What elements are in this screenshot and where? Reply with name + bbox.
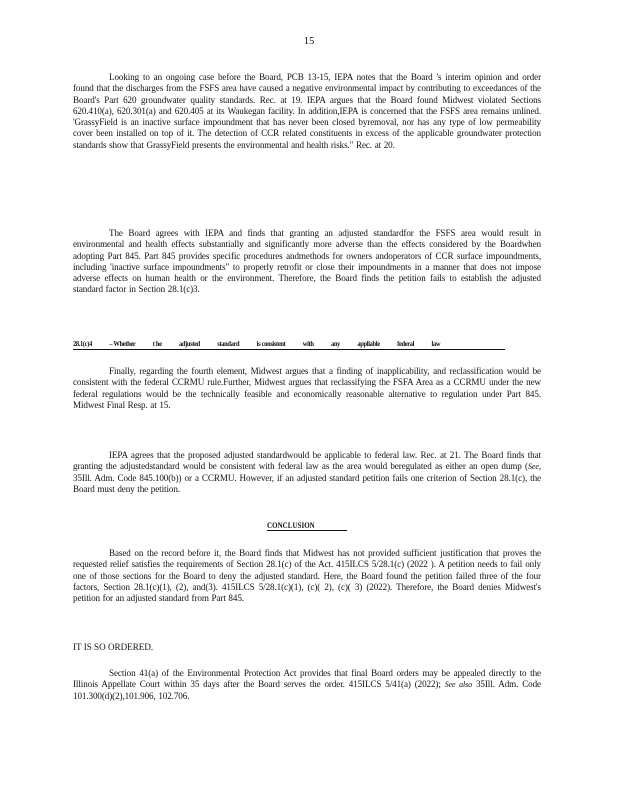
paragraph-text: IEPA agrees that the proposed adjusted standardwould be applicable to federal law. Rec. at 21. The Board finds that granting the adjustedstandard would be consistent with federal law as the area would beregulated as either an open dump ( [73,450,541,472]
paragraph-text: , 35Ill. Adm. Code 845.100(b)) or a CCRMU. However, if an adjusted standard petition fails one criterion of Section 28.1(c), the Board must deny the petition. [73,461,541,494]
heading-word: adjusted [178,339,200,348]
paragraph-text: 35Ill. Adm. Code 101.300(d)(2),101.906, 102.706. [73,679,541,701]
heading-word: with [302,339,314,348]
citation-signal: See [528,462,539,472]
conclusion-underline [267,530,347,531]
paragraph-conclusion: Based on the record before it, the Board finds that Midwest has not provided sufficient justification that proves the requested relief satisfies the requirements of Section 28.1(c) of the Act. 415ILCS 5/28.1(c) (2022 ). A petition needs to fail only one of those sections for the Board to deny the adjusted standard. Here, the Board found the petition failed three of the four factors, Section 28.1(c)(1), (2), and(3). 415ILCS 5/28.1(c)(1), (c)( 2), (c)( 3) (2022). Therefore, the Board denies Midwest's petition for an adjusted standard from Part 845. [73,548,541,604]
paragraph-midwest-fourth-element: Finally, regarding the fourth element, Midwest argues that a finding of inapplicability, and reclassification would be consistent with the federal CCRMU rule.Further, Midwest argues that reclassifying the FSFA Area as a CCRMU under the new federal regulations would be the technically feasible and economically reasonable alternative to regulation under Part 845. Midwest Final Resp. at 15. [73,366,541,410]
page-number: 15 [303,36,315,47]
paragraph-appeal-rights [73,668,541,702]
heading-word: law [431,339,441,348]
paragraph-iepa-ongoing-case: Looking to an ongoing case before the Board, PCB 13-15, IEPA notes that the Board 's interim opinion and order found that the discharges from the FSFS area have caused a negative environmental impact by contributing to exceedances of the Board's Part 620 groundwater quality standards. Rec. at 19. IEPA argues that the Board found Midwest violated Sections 620.410(a), 620.301(a) and 620.405 at its Waukegan facility. In addition,IEPA is concerned that the FSFS area remains unlined. 'GrassyField is an inactive surface impoundment that has never been closed byremoval, nor has any type of low permeability cover been installed on top of it. The detection of CCR related constituents in excess of the applicable groundwater protection standards show that GrassyField presents the environmental and health risks." Rec. at 20. [73,72,541,150]
so-ordered: IT IS SO ORDERED. [73,642,154,652]
heading-word: is consistent [256,339,286,348]
heading-underline [73,349,505,350]
heading-word: 28.1(c)4 [73,339,92,348]
paragraph-board-agrees: The Board agrees with IEPA and finds that granting an adjusted standardfor the FSFS area would result in environmental and health effects substantially and significantly more adverse than the effects considered by the Boardwhen adopting Part 845. Part 845 provides specific procedures andmethods for owners andoperators of CCR surface impoundments, including 'inactive surface impoundments" to properly retrofit or close their impoundments in a manner that does not impose adverse effects on human health or the environment. Therefore, the Board finds the petition fails to establish the adjusted standard factor in Section 28.1(c)3. [73,228,541,295]
heading-word: any [330,339,341,348]
conclusion-heading: CONCLUSION [267,520,315,530]
citation-signal: See also [444,680,473,690]
heading-word: appliable [357,339,380,348]
heading-word: – Whether [109,339,136,348]
heading-word: federal [397,339,415,348]
paragraph-text: Section 41(a) of the Environmental Protection Act provides that final Board orders may be appealed directly to the Illinois Appellate Court within 35 days after the Board serves the order. 415ILCS 5/41(a) (2022); [73,668,541,690]
heading-word: t he [152,339,162,348]
paragraph-iepa-federal-law [73,450,541,495]
heading-word: standard [217,339,240,348]
section-heading-28-1-c-4 [73,338,440,349]
